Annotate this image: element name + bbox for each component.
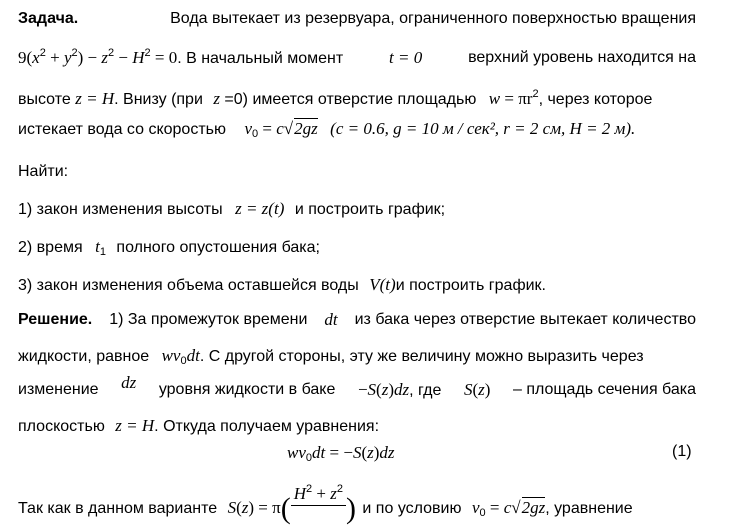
initial-moment-formula: t = 0 — [389, 48, 423, 67]
find-item-3: 3) закон изменения объема оставшейся воды V(t)и построить график. — [18, 275, 546, 294]
task-line-2 — [18, 48, 696, 69]
task-text-2b: верхний уровень находится на — [468, 49, 696, 66]
rotation-surface-formula: $9(x^2 + y^2) - z^2 - H^2 = 0$. В начальный момент — [18, 47, 344, 67]
hole-area-formula: $w = \pi r^2$ — [488, 88, 539, 108]
solution-line-3: изменение dz уровня жидкости в баке −S(z)dz, где S(z) – площадь сечения бака — [18, 373, 696, 399]
velocity-formula: $v_0 = c√2gz$ — [244, 119, 318, 140]
solution-line-5: Так как в данном варианте S(z) = π( $H^2 + z^2$ ) и по условию $v_0 = c√2gz$, уравнение — [18, 483, 633, 525]
task-line-1 — [18, 9, 696, 29]
find-item-2: 2) время $t_1$ полного опустошения бака; — [18, 237, 320, 258]
task-heading: Задача. — [18, 10, 79, 27]
find-heading: Найти: — [18, 163, 69, 180]
task-line-4: истекает вода со скоростью $v_0 = c√2gz$ (c = 0.6, g = 10 м / сек², r = 2 см, H = 2 м). — [18, 119, 636, 140]
task-text-1: Вода вытекает из резервуара, ограниченного поверхностью вращения — [170, 10, 696, 27]
z-variable: z — [213, 89, 220, 108]
parameters: (c = 0.6, g = 10 м / сек², r = 2 см, H = 2 м). — [330, 119, 636, 138]
solution-heading: Решение. — [18, 311, 93, 328]
equation-1: $wv_0dt = -S(z)dz$ — [287, 443, 395, 464]
solution-line-2: жидкости, равное $wv_0dt$. С другой стороны, эту же величину можно выразить через — [18, 346, 644, 367]
height-formula: z = H — [75, 89, 115, 108]
solution-line-1: Решение. 1) За промежуток времени dt из бака через отверстие вытекает количество — [18, 310, 696, 329]
equation-number: (1) — [672, 443, 692, 460]
solution-line-4: плоскостью z = H. Откуда получаем уравнения: — [18, 416, 380, 435]
task-line-3: высоте z = H. Внизу (при z =0) имеется отверстие площадью $w = \pi r^2$, через которое — [18, 88, 653, 108]
find-item-1: 1) закон изменения высоты z = z(t) и построить график; — [18, 199, 446, 218]
